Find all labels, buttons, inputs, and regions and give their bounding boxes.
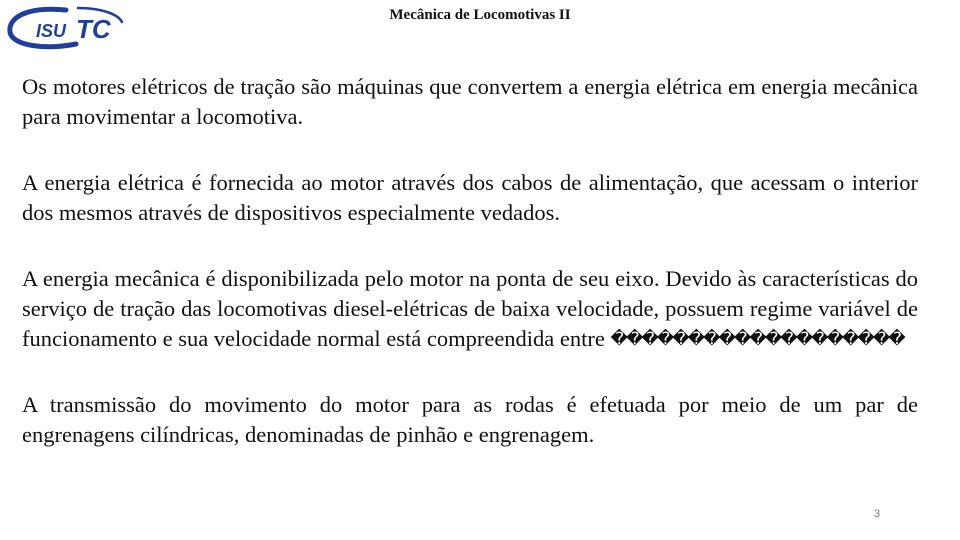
paragraph-2: A energia elétrica é fornecida ao motor através dos cabos de alimentação, que acessam o interior dos mesmos através de dispositivos especialmente vedados.	[22, 170, 918, 225]
slide-header-title: Mecânica de Locomotivas II	[389, 7, 571, 23]
paragraph-1: Os motores elétricos de tração são máquinas que convertem a energia elétrica em energia mecânica para movimentar a locomotiva.	[22, 74, 918, 129]
page-number: 3	[874, 508, 881, 520]
logo-tc-text: TC	[76, 14, 111, 44]
paragraph-4: A transmissão do movimento do motor para as rodas é efetuada por meio de um par de engrenagens cilíndricas, denominadas de pinhão e engrenagem.	[22, 392, 918, 447]
slide-body	[22, 72, 918, 480]
garbled-characters: �������������������	[610, 329, 904, 349]
paragraph-3	[22, 264, 918, 354]
paragraph-3-text: A energia mecânica é disponibilizada pelo motor na ponta de seu eixo. Devido às características do serviço de tração das locomotivas diesel-elétricas de baixa velocidade, possuem regime variável de funcionamento e sua velocidade normal está compreendida entre	[22, 266, 918, 351]
logo-isu-text: ISU	[36, 21, 67, 41]
